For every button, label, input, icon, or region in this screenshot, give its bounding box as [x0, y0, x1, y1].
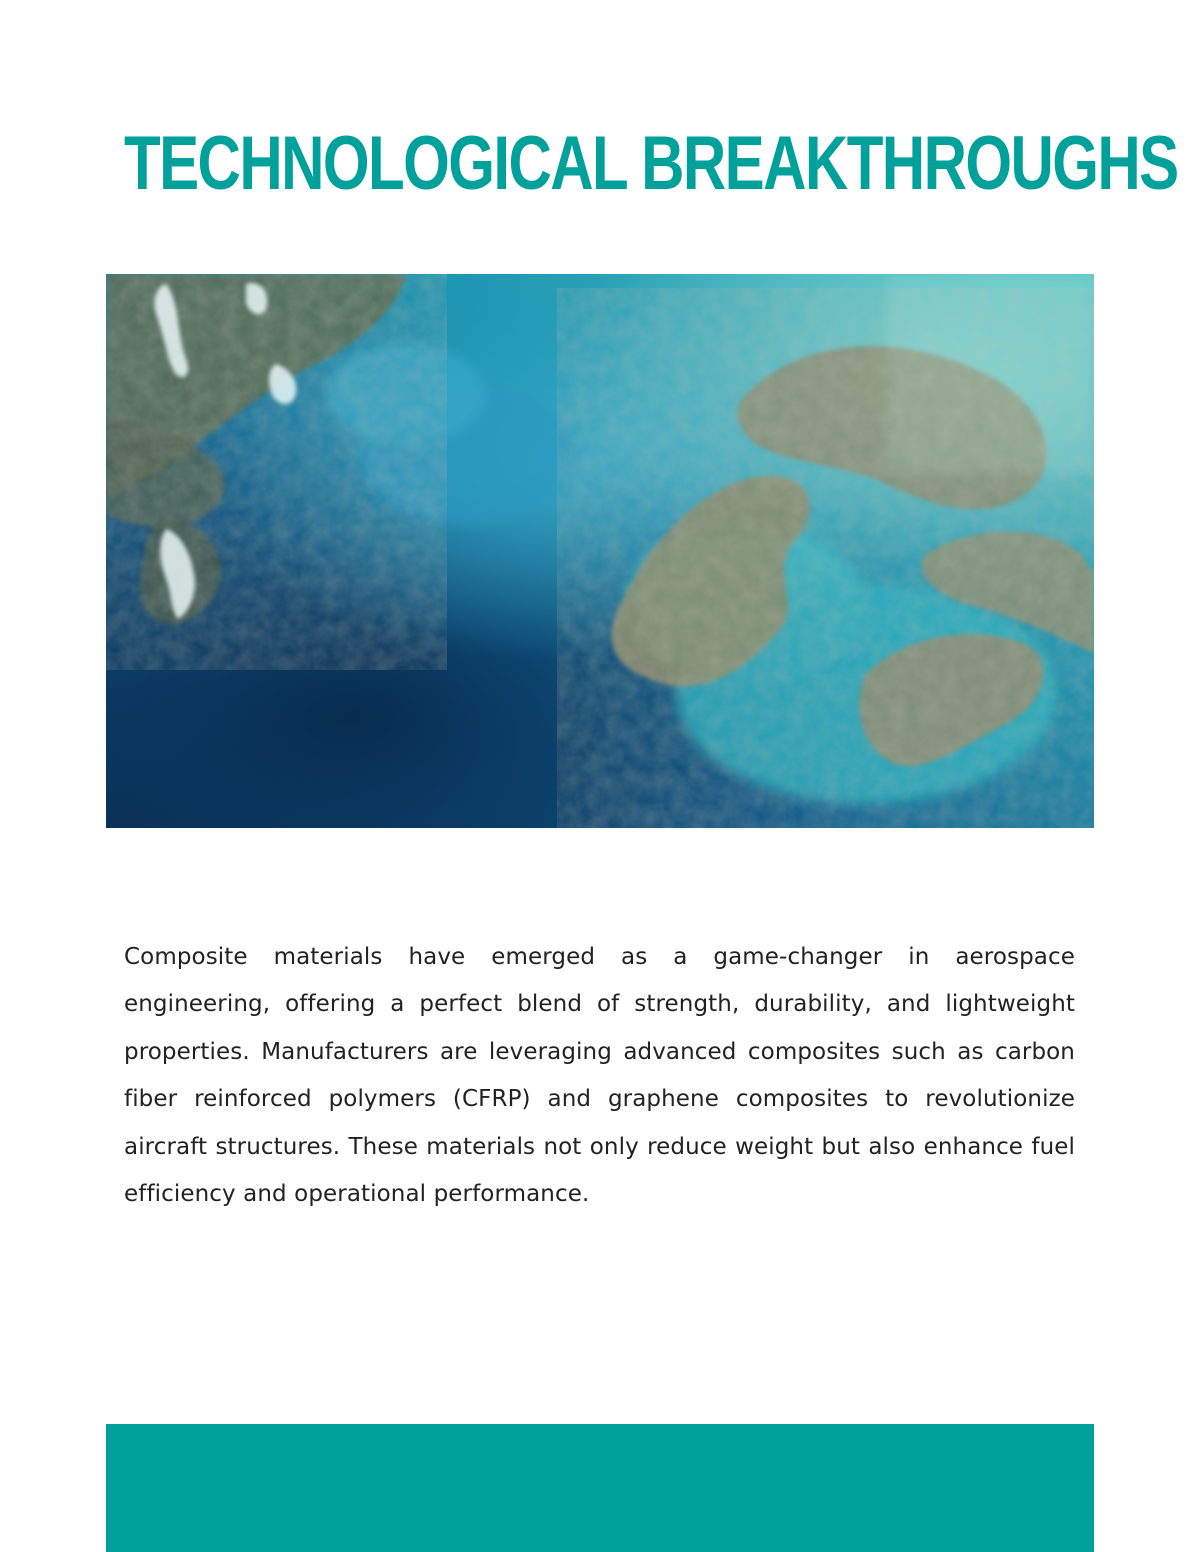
body-paragraph: Composite materials have emerged as a game-changer in aerospace engineering, offering a perfect blend of strength, durability, and lightweight properties. Manufacturers are leveraging advanced composites such as carbon fiber reinforced polymers (CFRP) and graphene composites to revolutionize aircraft structures. These materials not only reduce weight but also enhance fuel efficiency and operational performance.: [124, 944, 1075, 1208]
page-title: TECHNOLOGICAL BREAKTHROUGHS: [124, 121, 1178, 206]
aerial-ocean-reef-photo: [106, 274, 1094, 828]
footer-accent-band: [106, 1424, 1094, 1552]
hero-image-aerial-reef: [106, 274, 1094, 828]
